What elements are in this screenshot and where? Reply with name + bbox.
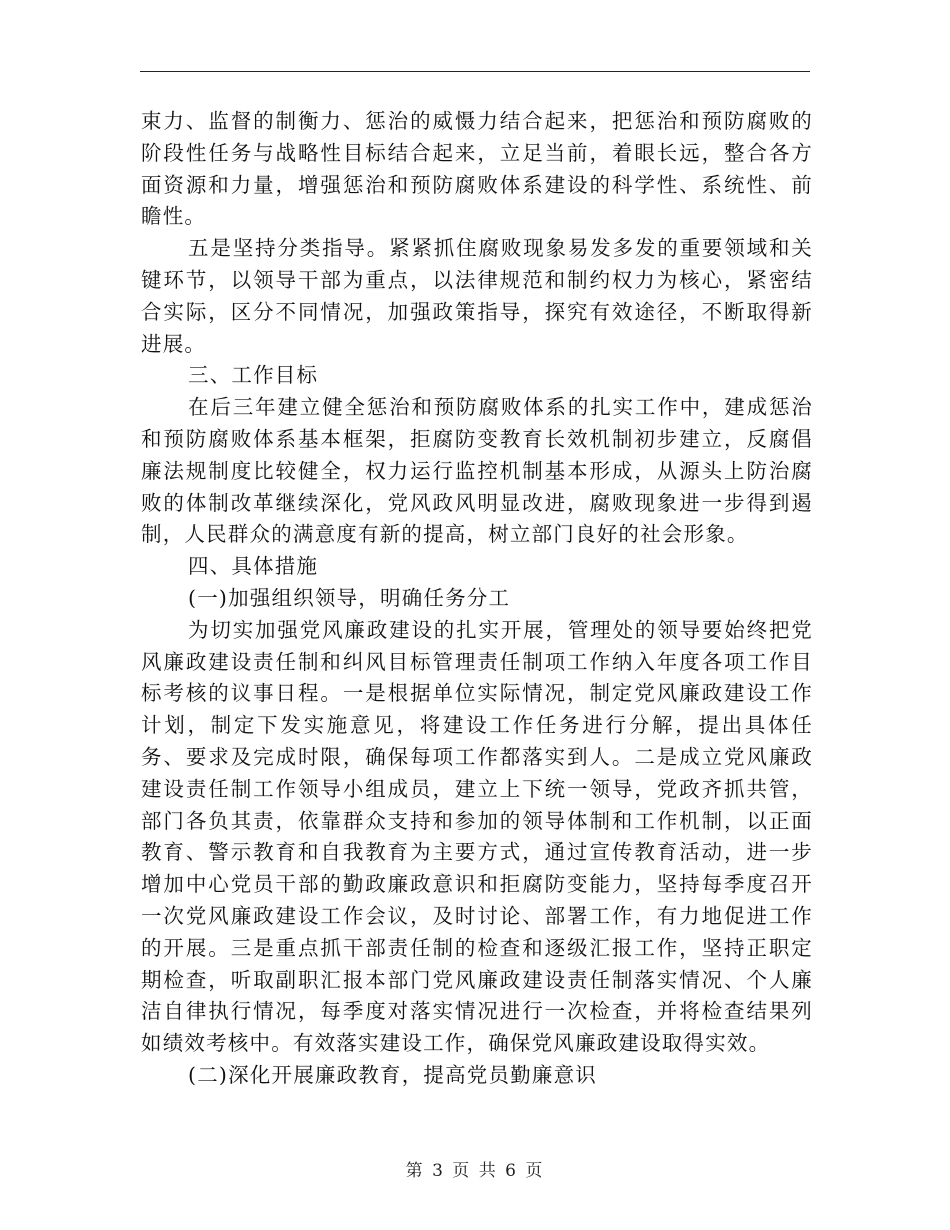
subsection-heading: (一)加强组织领导，明确任务分工 bbox=[188, 585, 511, 610]
section-heading: 四、具体措施 bbox=[188, 554, 319, 579]
paragraph: 束力、监督的制衡力、惩治的威慑力结合起来，把惩治和预防腐败的阶段性任务与战略性目标结合起来，立足当前，着眼长远，整合各方面资源和力量，增强惩治和预防腐败体系建设的科学性、系统性、前瞻性。 bbox=[141, 109, 813, 229]
document-body bbox=[141, 106, 813, 1092]
header-rule bbox=[140, 71, 810, 72]
paragraph: 在后三年建立健全惩治和预防腐败体系的扎实工作中，建成惩治和预防腐败体系基本框架，拒腐防变教育长效机制初步建立，反腐倡廉法规制度比较健全，权力运行监控机制基本形成，从源头上防治腐败的体制改革继续深化，党风政风明显改进，腐败现象进一步得到遏制，人民群众的满意度有新的提高，树立部门良好的社会形象。 bbox=[141, 395, 813, 547]
paragraph: 五是坚持分类指导。紧紧抓住腐败现象易发多发的重要领域和关键环节，以领导干部为重点，以法律规范和制约权力为核心，紧密结合实际，区分不同情况，加强政策指导，探究有效途径，不断取得新进展。 bbox=[141, 236, 813, 356]
section-heading: 三、工作目标 bbox=[188, 363, 319, 388]
paragraph: 为切实加强党风廉政建设的扎实开展，管理处的领导要始终把党风廉政建设责任制和纠风目标管理责任制项工作纳入年度各项工作目标考核的议事日程。一是根据单位实际情况，制定党风廉政建设工作计划，制定下发实施意见，将建设工作任务进行分解，提出具体任务、要求及完成时限，确保每项工作都落实到人。二是成立党风廉政建设责任制工作领导小组成员，建立上下统一领导，党政齐抓共管，部门各负其责，依靠群众支持和参加的领导体制和工作机制，以正面教育、警示教育和自我教育为主要方式，通过宣传教育活动，进一步增加中心党员干部的勤政廉政意识和拒腐防变能力，坚持每季度召开一次党风廉政建设工作会议，及时讨论、部署工作，有力地促进工作的开展。三是重点抓干部责任制的检查和逐级汇报工作，坚持正职定期检查，听取副职汇报本部门党风廉政建设责任制落实情况、个人廉洁自律执行情况，每季度对落实情况进行一次检查，并将检查结果列如绩效考核中。有效落实建设工作，确保党风廉政建设取得实效。 bbox=[141, 617, 813, 1056]
subsection-heading: (二)深化开展廉政教育，提高党员勤廉意识 bbox=[188, 1062, 597, 1087]
page-number: 第 3 页 共 6 页 bbox=[405, 1161, 545, 1181]
